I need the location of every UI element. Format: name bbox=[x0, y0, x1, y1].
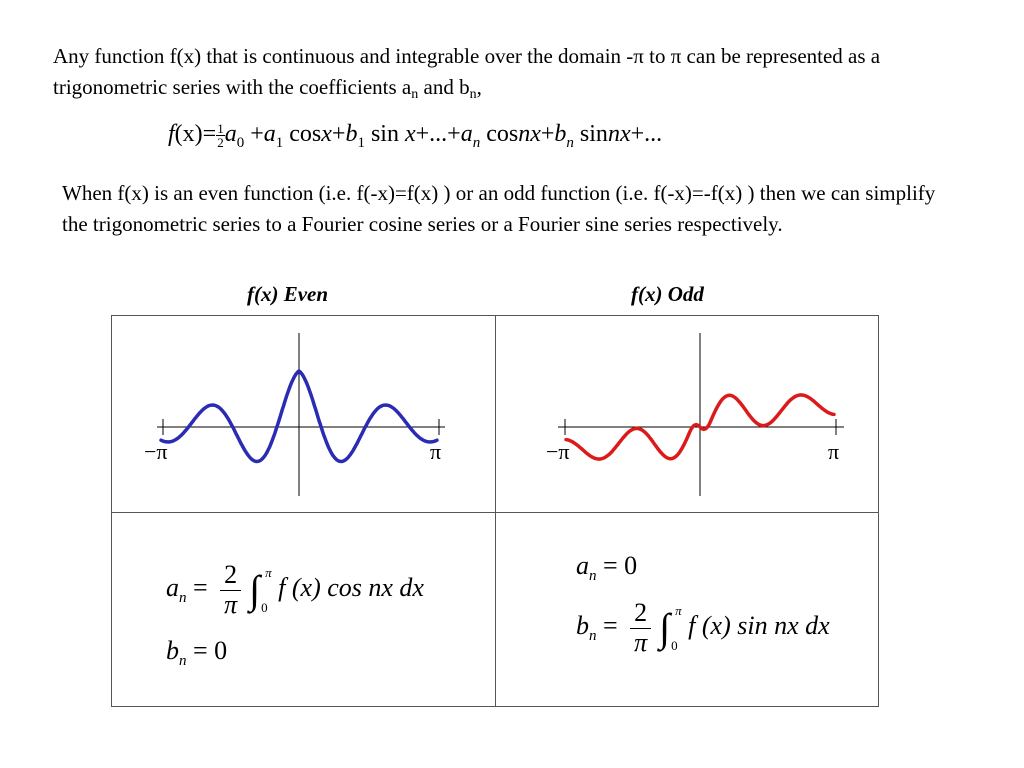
series-plus-4: + bbox=[447, 121, 461, 147]
comparison-table bbox=[111, 315, 879, 707]
even-integral-sign: ∫ π 0 bbox=[249, 564, 272, 615]
odd-bn-fraction bbox=[630, 599, 651, 657]
series-an: a bbox=[460, 121, 473, 147]
series-b1: b bbox=[345, 121, 358, 147]
intro-text-3: , bbox=[476, 75, 482, 99]
intro-text-1: Any function f(x) that is continuous and integrable over the domain -π to π can be represented as a trigonometric series with the coefficients a bbox=[53, 44, 881, 99]
intro-text-2: and b bbox=[418, 75, 470, 99]
column-heading-odd: f(x) Odd bbox=[631, 282, 704, 306]
series-dots-2: ... bbox=[644, 121, 663, 147]
even-an-a: a bbox=[166, 572, 179, 602]
odd-an-formula bbox=[576, 551, 637, 585]
even-an-formula bbox=[166, 561, 424, 619]
series-nx-1: nx bbox=[518, 121, 541, 147]
odd-an-a: a bbox=[576, 551, 589, 580]
series-x-2: x bbox=[404, 121, 416, 147]
even-an-fraction bbox=[220, 561, 241, 619]
odd-an-sub: n bbox=[589, 568, 597, 584]
odd-function-plot bbox=[496, 316, 879, 512]
series-f: f bbox=[168, 121, 175, 147]
series-bn: b bbox=[554, 121, 567, 147]
series-plus-1: + bbox=[250, 121, 264, 147]
even-bn-b: b bbox=[166, 636, 179, 665]
fourier-series-equation bbox=[168, 121, 662, 152]
intro-subscript-n2: n bbox=[469, 87, 477, 102]
series-plus-5: + bbox=[540, 121, 555, 147]
series-a0: a bbox=[224, 121, 237, 147]
odd-bn-num: 2 bbox=[630, 599, 651, 629]
series-sub-n1: n bbox=[472, 135, 481, 151]
even-bn-eq: = bbox=[193, 636, 208, 665]
simplification-paragraph: When f(x) is an even function (i.e. f(-x)=f(x) ) or an odd function (i.e. f(-x)=-f(x) ) then we can simplify the trigonometric series to a Fourier cosine series or a Fourier sine series respectively. bbox=[62, 181, 936, 236]
even-function-plot bbox=[112, 316, 495, 512]
even-an-sub: n bbox=[179, 589, 187, 606]
odd-integral-upper: π bbox=[675, 602, 682, 618]
odd-bn-den: π bbox=[634, 628, 648, 658]
even-integral-lower: 0 bbox=[261, 599, 268, 615]
odd-bn-b: b bbox=[576, 610, 589, 640]
series-sub-1a: 1 bbox=[275, 135, 284, 151]
odd-neg-pi-label: −π bbox=[546, 439, 570, 464]
series-dots-1: ... bbox=[429, 121, 448, 147]
odd-bn-eq: = bbox=[603, 610, 618, 640]
odd-integral-sign: ∫ π 0 bbox=[659, 602, 682, 653]
series-x-paren: (x)= bbox=[174, 121, 217, 147]
odd-an-zero: 0 bbox=[624, 551, 638, 580]
even-bn-zero: 0 bbox=[214, 636, 228, 665]
series-cos-n: cos bbox=[486, 121, 519, 147]
table-horizontal-divider bbox=[112, 512, 878, 513]
series-sub-0: 0 bbox=[236, 135, 245, 151]
column-heading-even: f(x) Even bbox=[247, 282, 329, 306]
even-bn-formula bbox=[166, 636, 227, 670]
odd-integral-lower: 0 bbox=[671, 637, 678, 653]
even-pos-pi-label: π bbox=[430, 439, 442, 464]
series-half-fraction bbox=[216, 122, 225, 149]
intro-subscript-n1: n bbox=[411, 87, 419, 102]
series-cos-1: cos bbox=[289, 121, 322, 147]
even-neg-pi-label: −π bbox=[144, 439, 168, 464]
series-nx-2: nx bbox=[607, 121, 631, 147]
series-a1: a bbox=[263, 121, 276, 147]
even-an-eq: = bbox=[193, 572, 208, 602]
series-sub-1b: 1 bbox=[357, 135, 365, 151]
series-sin-n: sin bbox=[579, 121, 608, 147]
odd-bn-sub: n bbox=[589, 627, 597, 644]
series-sin-1: sin bbox=[370, 121, 399, 147]
series-plus-6: + bbox=[630, 121, 645, 147]
series-half-den: 2 bbox=[217, 134, 224, 150]
even-integral-upper: π bbox=[265, 564, 272, 580]
series-sub-n2: n bbox=[566, 135, 574, 151]
even-an-den: π bbox=[224, 590, 238, 620]
even-bn-sub: n bbox=[179, 653, 187, 669]
even-integrand: f (x) cos nx dx bbox=[278, 572, 424, 602]
odd-bn-formula bbox=[576, 599, 830, 657]
odd-pos-pi-label: π bbox=[828, 439, 840, 464]
intro-paragraph bbox=[53, 41, 983, 103]
series-plus-2: + bbox=[331, 121, 346, 147]
series-half-num: 1 bbox=[217, 120, 224, 136]
odd-integrand: f (x) sin nx dx bbox=[688, 610, 830, 640]
even-an-num: 2 bbox=[220, 561, 241, 591]
odd-an-eq: = bbox=[603, 551, 618, 580]
series-x-1: x bbox=[321, 121, 332, 147]
series-plus-3: + bbox=[415, 121, 430, 147]
